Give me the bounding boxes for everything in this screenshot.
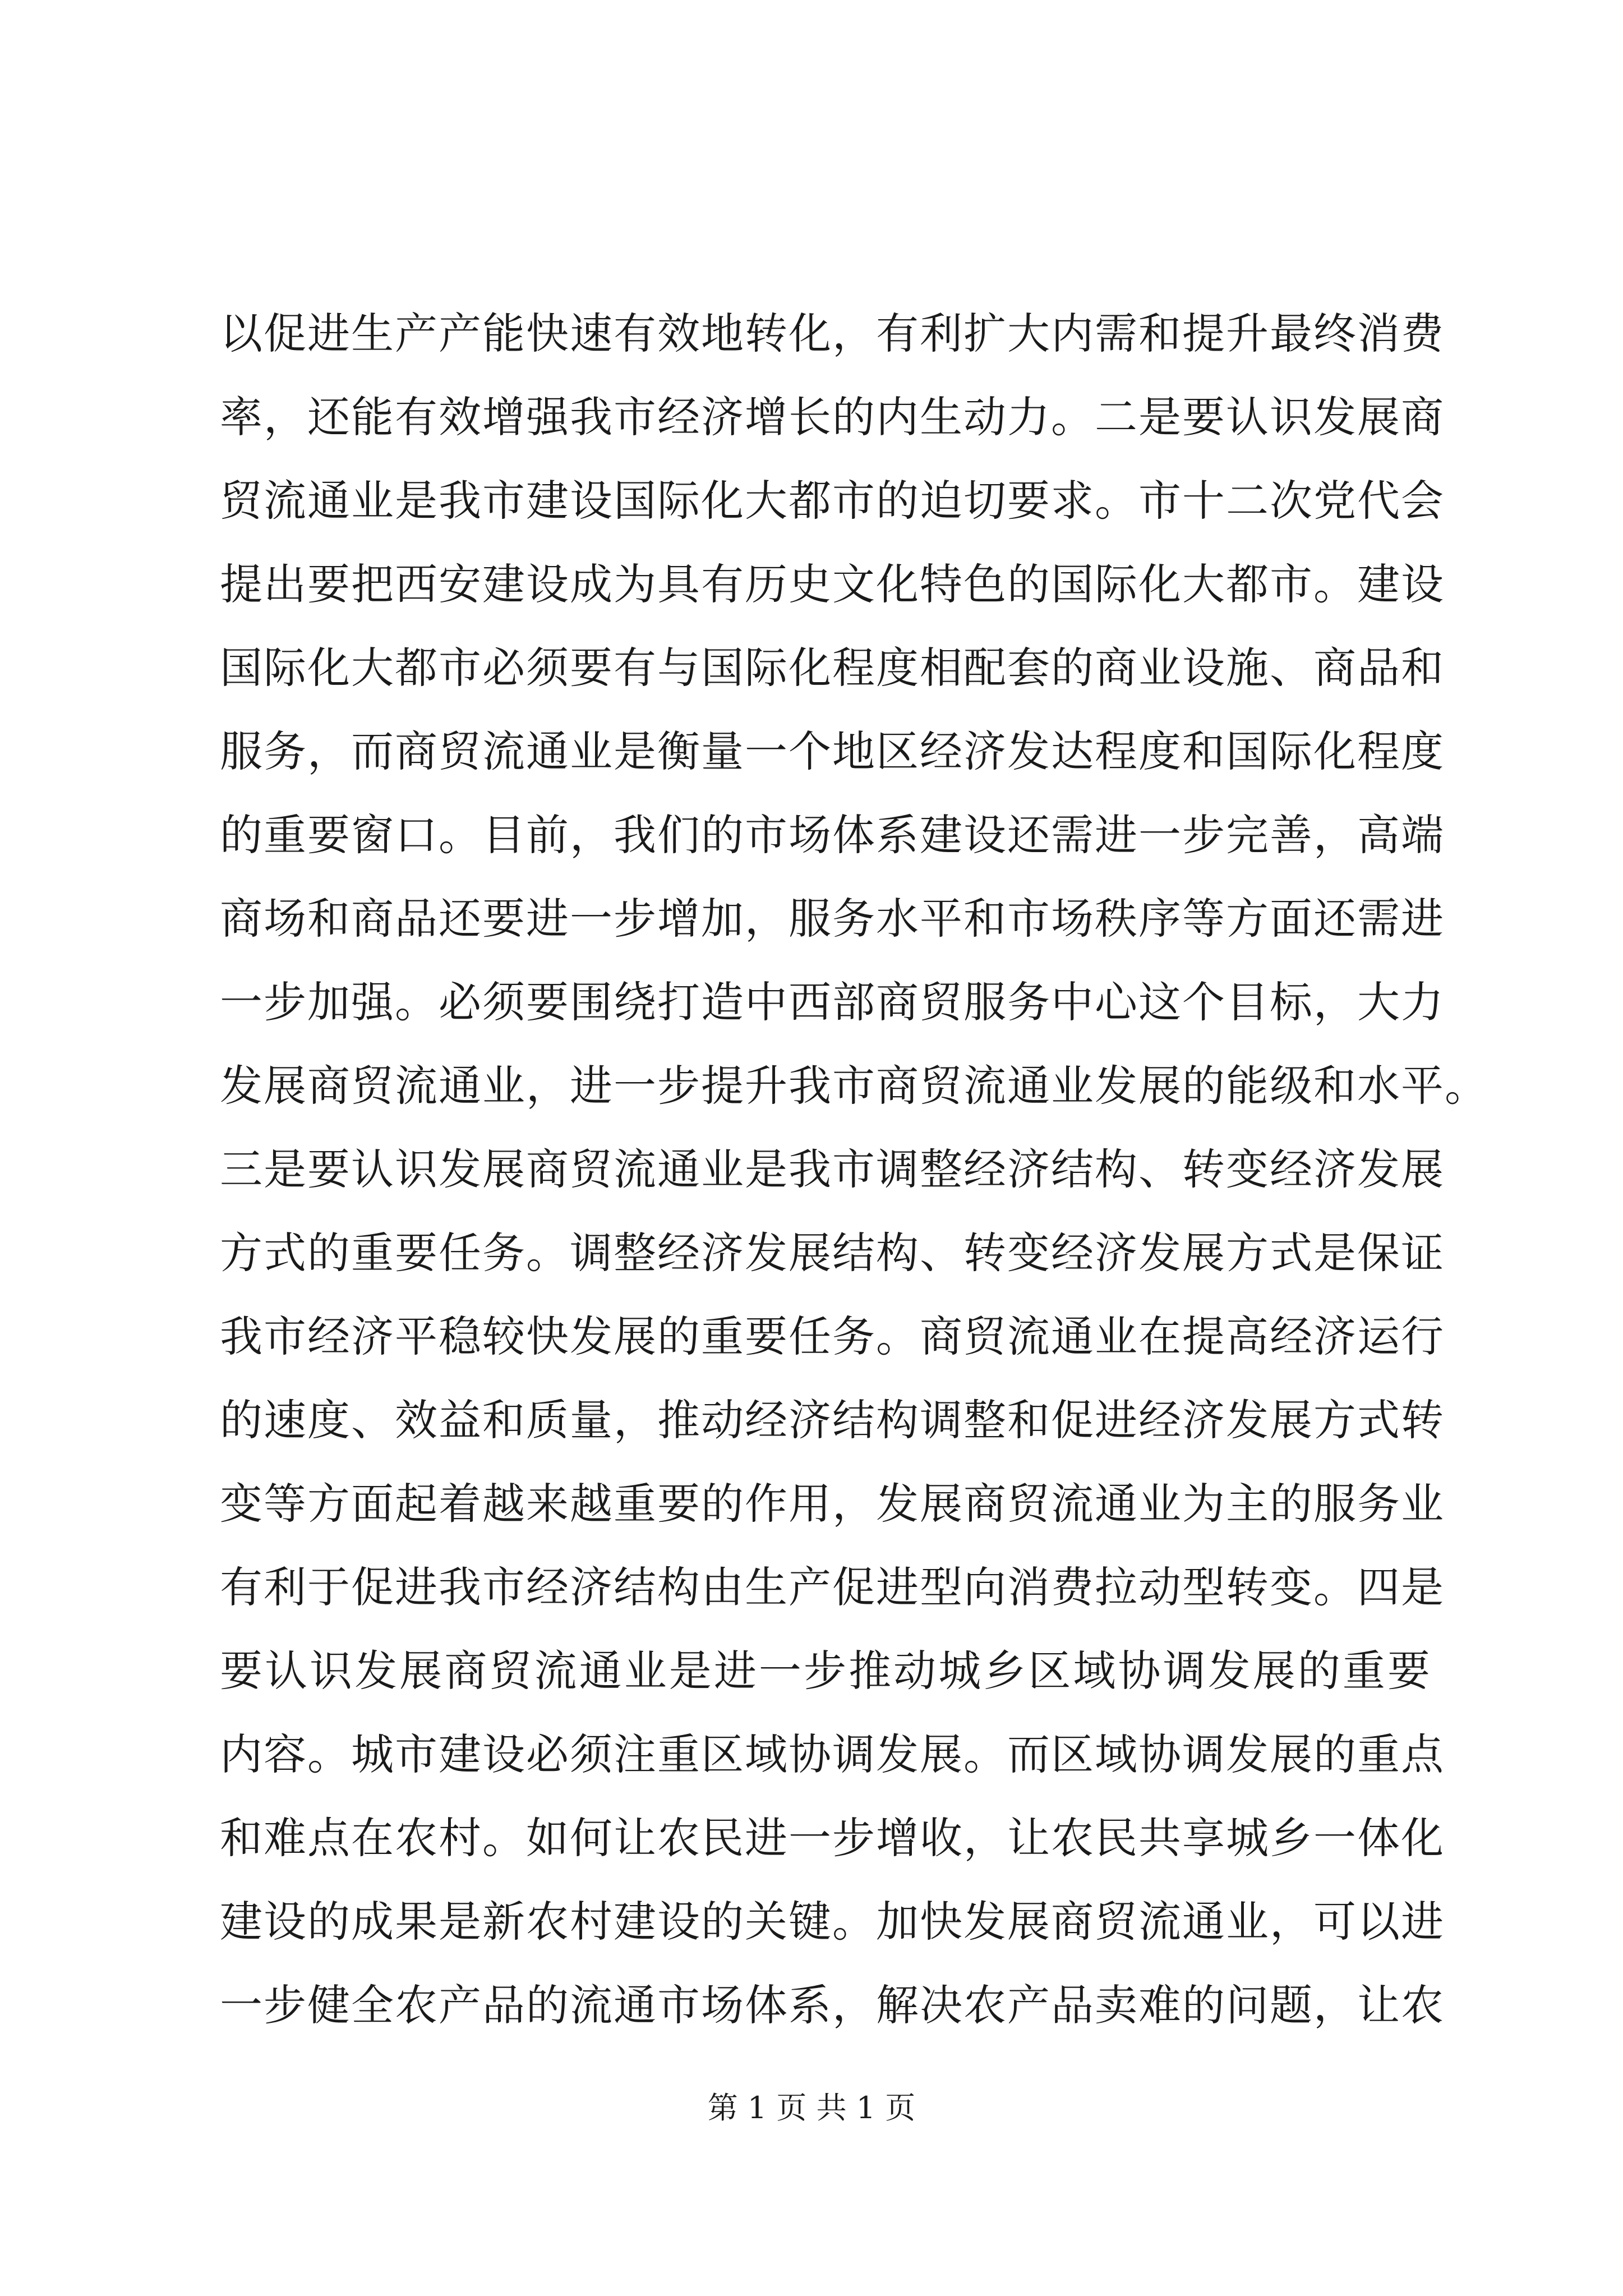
page-footer [0,2086,1623,2131]
text-line: 的重要窗口。目前，我们的市场体系建设还需进一步完善，高端 [220,810,1445,860]
text-line: 有利于促进我市经济结构由生产促进型向消费拉动型转变。四是 [220,1562,1445,1612]
text-line: 一步加强。必须要围绕打造中西部商贸服务中心这个目标，大力 [220,977,1445,1027]
text-line: 变等方面起着越来越重要的作用，发展商贸流通业为主的服务业 [220,1479,1445,1529]
text-line: 要认识发展商贸流通业是进一步推动城乡区域协调发展的重要 [220,1646,1431,1696]
text-line: 发展商贸流通业，进一步提升我市商贸流通业发展的能级和水平。 [220,1061,1488,1111]
text-line: 商场和商品还要进一步增加，服务水平和市场秩序等方面还需进 [220,894,1445,944]
text-line: 一步健全农产品的流通市场体系，解决农产品卖难的问题，让农 [220,1980,1445,2030]
text-line: 以促进生产产能快速有效地转化，有利扩大内需和提升最终消费 [220,309,1445,358]
text-line: 方式的重要任务。调整经济发展结构、转变经济发展方式是保证 [220,1228,1445,1278]
text-line: 我市经济平稳较快发展的重要任务。商贸流通业在提高经济运行 [220,1312,1445,1361]
text-line: 的速度、效益和质量，推动经济结构调整和促进经济发展方式转 [220,1395,1445,1445]
text-line: 率，还能有效增强我市经济增长的内生动力。二是要认识发展商 [220,392,1445,442]
text-line: 三是要认识发展商贸流通业是我市调整经济结构、转变经济发展 [220,1144,1445,1194]
text-line: 提出要把西安建设成为具有历史文化特色的国际化大都市。建设 [220,559,1445,609]
text-line: 贸流通业是我市建设国际化大都市的迫切要求。市十二次党代会 [220,476,1445,526]
text-line: 服务，而商贸流通业是衡量一个地区经济发达程度和国际化程度 [220,726,1445,776]
text-line: 内容。城市建设必须注重区域协调发展。而区域协调发展的重点 [220,1729,1445,1779]
text-line: 国际化大都市必须要有与国际化程度相配套的商业设施、商品和 [220,643,1445,693]
text-line: 和难点在农村。如何让农民进一步增收，让农民共享城乡一体化 [220,1813,1445,1863]
text-line: 建设的成果是新农村建设的关键。加快发展商贸流通业，可以进 [220,1897,1445,1947]
page-number: 第 1 页 共 1 页 [707,2090,916,2125]
body-text [220,292,1488,2047]
